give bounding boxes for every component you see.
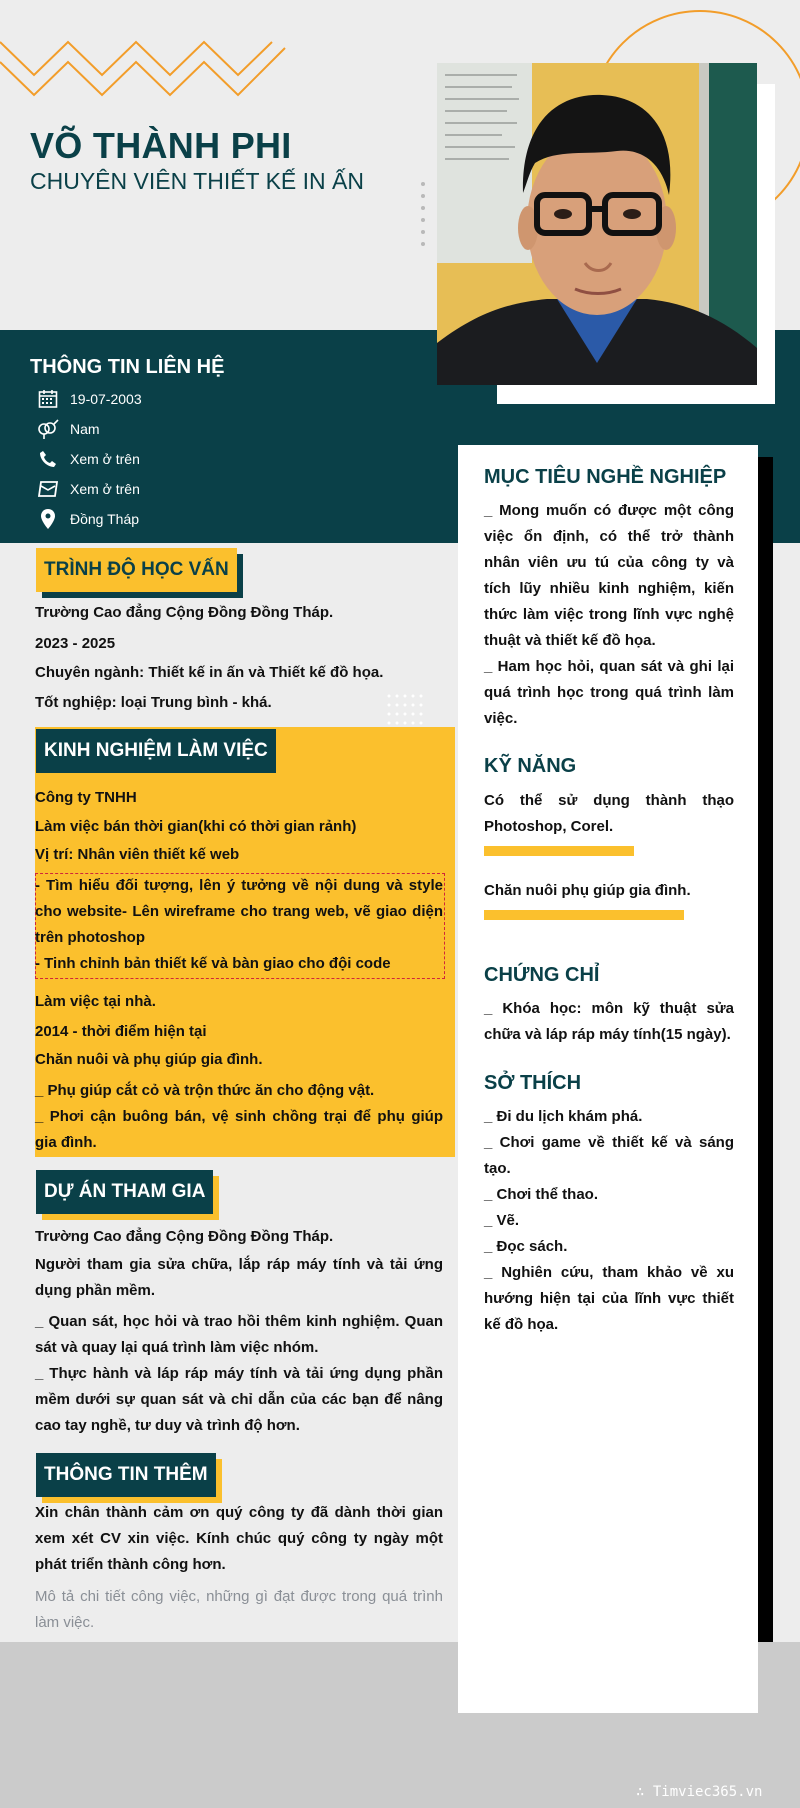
extra-info-text: Xin chân thành cảm ơn quý công ty đã dành thời gian xem xét CV xin việc. Kính chúc quý công ty ngày một phát triển thành công hơn. [35,1504,443,1573]
hobbies-list [484,1104,734,1338]
contact-address [36,508,139,530]
hobby-item: _ Đi du lịch khám phá. [484,1108,643,1125]
education-major: Chuyên ngành: Thiết kế in ấn và Thiết kế đồ họa. [35,664,384,681]
objective-heading: MỤC TIÊU NGHỀ NGHIỆP [484,466,727,488]
birthday-value: 19-07-2003 [70,391,142,407]
experience-description-2: - Tinh chỉnh bản thiết kế và bàn giao cho đội code [35,955,391,972]
candidate-name: VÕ THÀNH PHI [30,125,292,166]
project-point-2: _ Thực hành và láp ráp máy tính và tải ứng dụng phần mềm dưới sự quan sát và chỉ dẫn của các bạn để nâng cao tay nghề, tư duy và trình độ hơn. [35,1365,443,1434]
address-value: Đồng Tháp [70,511,140,527]
calendar-icon [36,388,60,410]
location-pin-icon [36,508,60,530]
phone-icon [36,448,60,470]
phone-value: Xem ở trên [70,451,140,467]
contact-gender [36,418,100,440]
skill-name: Có thể sử dụng thành thạo Photoshop, Corel. [484,792,734,835]
skill-name: Chăn nuôi phụ giúp gia đình. [484,882,691,899]
education-grade: Tốt nghiệp: loại Trung bình - khá. [35,694,272,711]
hobby-item: _ Nghiên cứu, tham khảo về xu hướng hiện tại của lĩnh vực thiết kế đồ họa. [484,1264,734,1333]
certificate-text: _ Khóa học: môn kỹ thuật sửa chữa và láp ráp máy tính(15 ngày). [484,1000,734,1043]
contact-heading: THÔNG TIN LIÊN HỆ [30,356,225,378]
dots-decoration [386,693,426,727]
dots-decoration [417,180,429,246]
experience-company: Công ty TNHH [35,789,137,806]
education-school: Trường Cao đẳng Cộng Đồng Đồng Tháp. [35,604,334,621]
objective-text-1: _ Mong muốn có được một công việc ổn định, có thể trở thành nhân viên ưu tú của công ty và tích lũy nhiều kinh nghiệm, kiến thức làm việc trong lĩnh vực nghệ thuật và thiết kế đồ họa. [484,502,734,649]
extra-info-placeholder[interactable]: Mô tả chi tiết công việc, những gì đạt được trong quá trình làm việc. [35,1588,443,1631]
experience-task-2: _ Phơi cận buông bán, vệ sinh chồng trại để phụ giúp gia đình. [35,1108,443,1151]
education-heading: TRÌNH ĐỘ HỌC VẤN [36,548,237,592]
contact-phone [36,448,140,470]
experience-heading: KINH NGHIỆM LÀM VIỆC [36,729,276,773]
hobby-item: _ Vẽ. [484,1212,520,1229]
experience-description-1: - Tìm hiểu đối tượng, lên ý tưởng về nội dung và style cho website- Lên wireframe cho trang web, vẽ giao diện trên photoshop [35,877,443,946]
watermark: ∴ Timviec365.vn [636,1784,763,1800]
skill-level-bar [484,910,684,920]
contact-email [36,478,140,500]
gender-icon [36,418,60,440]
email-icon [36,478,60,500]
email-value: Xem ở trên [70,481,140,497]
project-point-1: _ Quan sát, học hỏi và trao hồi thêm kinh nghiệm. Quan sát và quay lại quá trình làm việc nhóm. [35,1313,443,1356]
extra-info-heading: THÔNG TIN THÊM [36,1453,216,1497]
project-school: Trường Cao đẳng Cộng Đồng Đồng Tháp. [35,1228,334,1245]
experience-role-2: Chăn nuôi và phụ giúp gia đình. [35,1051,263,1068]
contact-birthday [36,388,142,410]
experience-position: Vị trí: Nhân viên thiết kế web [35,846,240,863]
experience-task-1: _ Phụ giúp cắt cỏ và trộn thức ăn cho động vật. [35,1082,375,1099]
candidate-title: CHUYÊN VIÊN THIẾT KẾ IN ẤN [30,168,364,194]
education-years: 2023 - 2025 [35,635,116,652]
skills-heading: KỸ NĂNG [484,755,577,777]
experience-type: Làm việc bán thời gian(khi có thời gian rảnh) [35,818,357,835]
skill-level-bar [484,846,634,856]
hobby-item: _ Đọc sách. [484,1238,568,1255]
profile-photo [437,63,757,385]
right-column-card-bottom [458,1642,758,1713]
hobby-item: _ Chơi thể thao. [484,1186,599,1203]
hobbies-heading: SỞ THÍCH [484,1072,582,1094]
gender-value: Nam [70,421,100,437]
objective-text-2: _ Ham học hỏi, quan sát và ghi lại quá trình học trong quá trình làm việc. [484,658,734,727]
project-description: Người tham gia sửa chữa, lắp ráp máy tính và tải ứng dụng phần mềm. [35,1256,443,1299]
certificates-heading: CHỨNG CHỈ [484,964,600,986]
projects-heading: DỰ ÁN THAM GIA [36,1170,213,1214]
hobby-item: _ Chơi game về thiết kế và sáng tạo. [484,1134,734,1177]
experience-place-2: Làm việc tại nhà. [35,993,156,1010]
zigzag-decoration [0,30,290,100]
experience-years-2: 2014 - thời điểm hiện tại [35,1023,207,1040]
